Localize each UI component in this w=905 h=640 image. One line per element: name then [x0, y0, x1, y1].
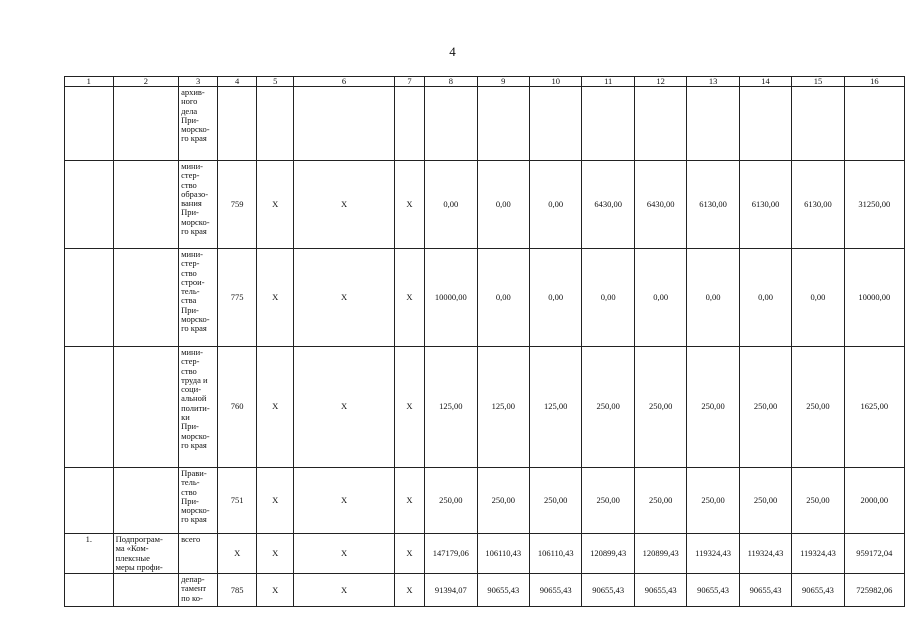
- value-cell: 120899,43: [634, 534, 686, 574]
- program-name: [113, 161, 179, 249]
- header-cell: 8: [425, 77, 477, 87]
- value-cell: 90655,43: [530, 574, 582, 607]
- value-cell: X: [294, 574, 395, 607]
- value-cell: 959172,04: [844, 534, 904, 574]
- page-number: 4: [449, 44, 456, 59]
- value-cell: 0,00: [792, 249, 844, 347]
- header-cell: 2: [113, 77, 179, 87]
- value-cell: X: [257, 249, 294, 347]
- value-cell: 250,00: [634, 347, 686, 468]
- value-cell: X: [294, 468, 395, 534]
- header-row: [65, 77, 905, 87]
- header-cell: 15: [792, 77, 844, 87]
- value-cell: [477, 87, 529, 161]
- program-name: Подпрограм- ма «Ком- плексные меры профи-: [113, 534, 179, 574]
- value-cell: 250,00: [687, 468, 739, 534]
- program-name: [113, 347, 179, 468]
- row-number: [65, 87, 114, 161]
- value-cell: 0,00: [687, 249, 739, 347]
- header-cell: 12: [634, 77, 686, 87]
- header-cell: 6: [294, 77, 395, 87]
- value-cell: 6430,00: [582, 161, 634, 249]
- value-cell: 90655,43: [477, 574, 529, 607]
- value-cell: 0,00: [477, 249, 529, 347]
- value-cell: [687, 87, 739, 161]
- value-cell: X: [394, 574, 424, 607]
- row-number: [65, 468, 114, 534]
- value-cell: 106110,43: [477, 534, 529, 574]
- value-cell: 1625,00: [844, 347, 904, 468]
- value-cell: 250,00: [792, 468, 844, 534]
- value-cell: 250,00: [739, 347, 791, 468]
- header-cell: 9: [477, 77, 529, 87]
- value-cell: 0,00: [477, 161, 529, 249]
- value-cell: [582, 87, 634, 161]
- value-cell: X: [394, 161, 424, 249]
- program-name: [113, 249, 179, 347]
- header-cell: 11: [582, 77, 634, 87]
- table-row: [65, 249, 905, 347]
- table-row: [65, 161, 905, 249]
- table-row: [65, 534, 905, 574]
- row-number: [65, 161, 114, 249]
- value-cell: X: [257, 468, 294, 534]
- header-cell: 5: [257, 77, 294, 87]
- table-row: [65, 468, 905, 534]
- value-cell: X: [294, 161, 395, 249]
- executor-name: всего: [179, 534, 218, 574]
- value-cell: X: [257, 347, 294, 468]
- value-cell: 250,00: [687, 347, 739, 468]
- table-row: [65, 87, 905, 161]
- value-cell: 90655,43: [792, 574, 844, 607]
- value-cell: 6430,00: [634, 161, 686, 249]
- header-cell: 1: [65, 77, 114, 87]
- value-cell: 250,00: [425, 468, 477, 534]
- value-cell: 125,00: [530, 347, 582, 468]
- value-cell: 91394,07: [425, 574, 477, 607]
- value-cell: 2000,00: [844, 468, 904, 534]
- value-cell: 0,00: [530, 161, 582, 249]
- executor-name: Прави- тель- ство При- морско- го края: [179, 468, 218, 534]
- value-cell: 759: [218, 161, 257, 249]
- executor-name: мини- стер- ство строи- тель- ства При- морско- го края: [179, 249, 218, 347]
- value-cell: 785: [218, 574, 257, 607]
- value-cell: 0,00: [425, 161, 477, 249]
- value-cell: 250,00: [582, 468, 634, 534]
- value-cell: [425, 87, 477, 161]
- value-cell: [844, 87, 904, 161]
- value-cell: 250,00: [792, 347, 844, 468]
- executor-name: архив- ного дела При- морско- го края: [179, 87, 218, 161]
- value-cell: 90655,43: [687, 574, 739, 607]
- value-cell: [634, 87, 686, 161]
- row-number: [65, 249, 114, 347]
- value-cell: X: [394, 534, 424, 574]
- value-cell: X: [294, 249, 395, 347]
- header-cell: 4: [218, 77, 257, 87]
- table-row: [65, 347, 905, 468]
- value-cell: X: [257, 534, 294, 574]
- header-cell: 16: [844, 77, 904, 87]
- header-cell: 10: [530, 77, 582, 87]
- value-cell: 725982,06: [844, 574, 904, 607]
- value-cell: [792, 87, 844, 161]
- value-cell: 250,00: [582, 347, 634, 468]
- value-cell: 119324,43: [739, 534, 791, 574]
- executor-name: мини- стер- ство труда и соци- альной полити- ки При- морско- го края: [179, 347, 218, 468]
- value-cell: X: [257, 161, 294, 249]
- value-cell: 6130,00: [739, 161, 791, 249]
- value-cell: 90655,43: [739, 574, 791, 607]
- value-cell: 760: [218, 347, 257, 468]
- value-cell: [394, 87, 424, 161]
- value-cell: 147179,06: [425, 534, 477, 574]
- row-number: 1.: [65, 534, 114, 574]
- value-cell: X: [257, 574, 294, 607]
- value-cell: 6130,00: [687, 161, 739, 249]
- value-cell: 0,00: [634, 249, 686, 347]
- value-cell: 751: [218, 468, 257, 534]
- value-cell: 250,00: [530, 468, 582, 534]
- value-cell: X: [394, 468, 424, 534]
- program-name: [113, 574, 179, 607]
- value-cell: 125,00: [425, 347, 477, 468]
- value-cell: X: [218, 534, 257, 574]
- value-cell: 119324,43: [792, 534, 844, 574]
- header-cell: 14: [739, 77, 791, 87]
- executor-name: депар- тамент по ко-: [179, 574, 218, 607]
- value-cell: 119324,43: [687, 534, 739, 574]
- value-cell: 0,00: [582, 249, 634, 347]
- value-cell: X: [294, 534, 395, 574]
- value-cell: 90655,43: [582, 574, 634, 607]
- value-cell: X: [394, 347, 424, 468]
- value-cell: [294, 87, 395, 161]
- header-cell: 7: [394, 77, 424, 87]
- value-cell: 250,00: [739, 468, 791, 534]
- row-number: [65, 574, 114, 607]
- value-cell: 775: [218, 249, 257, 347]
- program-name: [113, 468, 179, 534]
- row-number: [65, 347, 114, 468]
- value-cell: [530, 87, 582, 161]
- value-cell: 250,00: [634, 468, 686, 534]
- value-cell: 10000,00: [844, 249, 904, 347]
- header-cell: 13: [687, 77, 739, 87]
- table-row: [65, 574, 905, 607]
- value-cell: 250,00: [477, 468, 529, 534]
- value-cell: X: [394, 249, 424, 347]
- value-cell: [739, 87, 791, 161]
- value-cell: 0,00: [739, 249, 791, 347]
- value-cell: X: [294, 347, 395, 468]
- value-cell: 31250,00: [844, 161, 904, 249]
- value-cell: 106110,43: [530, 534, 582, 574]
- header-cell: 3: [179, 77, 218, 87]
- value-cell: [257, 87, 294, 161]
- value-cell: 10000,00: [425, 249, 477, 347]
- value-cell: 0,00: [530, 249, 582, 347]
- value-cell: 6130,00: [792, 161, 844, 249]
- value-cell: [218, 87, 257, 161]
- budget-table: [64, 76, 905, 607]
- value-cell: 120899,43: [582, 534, 634, 574]
- value-cell: 90655,43: [634, 574, 686, 607]
- program-name: [113, 87, 179, 161]
- executor-name: мини- стер- ство образо- вания При- морско- го края: [179, 161, 218, 249]
- value-cell: 125,00: [477, 347, 529, 468]
